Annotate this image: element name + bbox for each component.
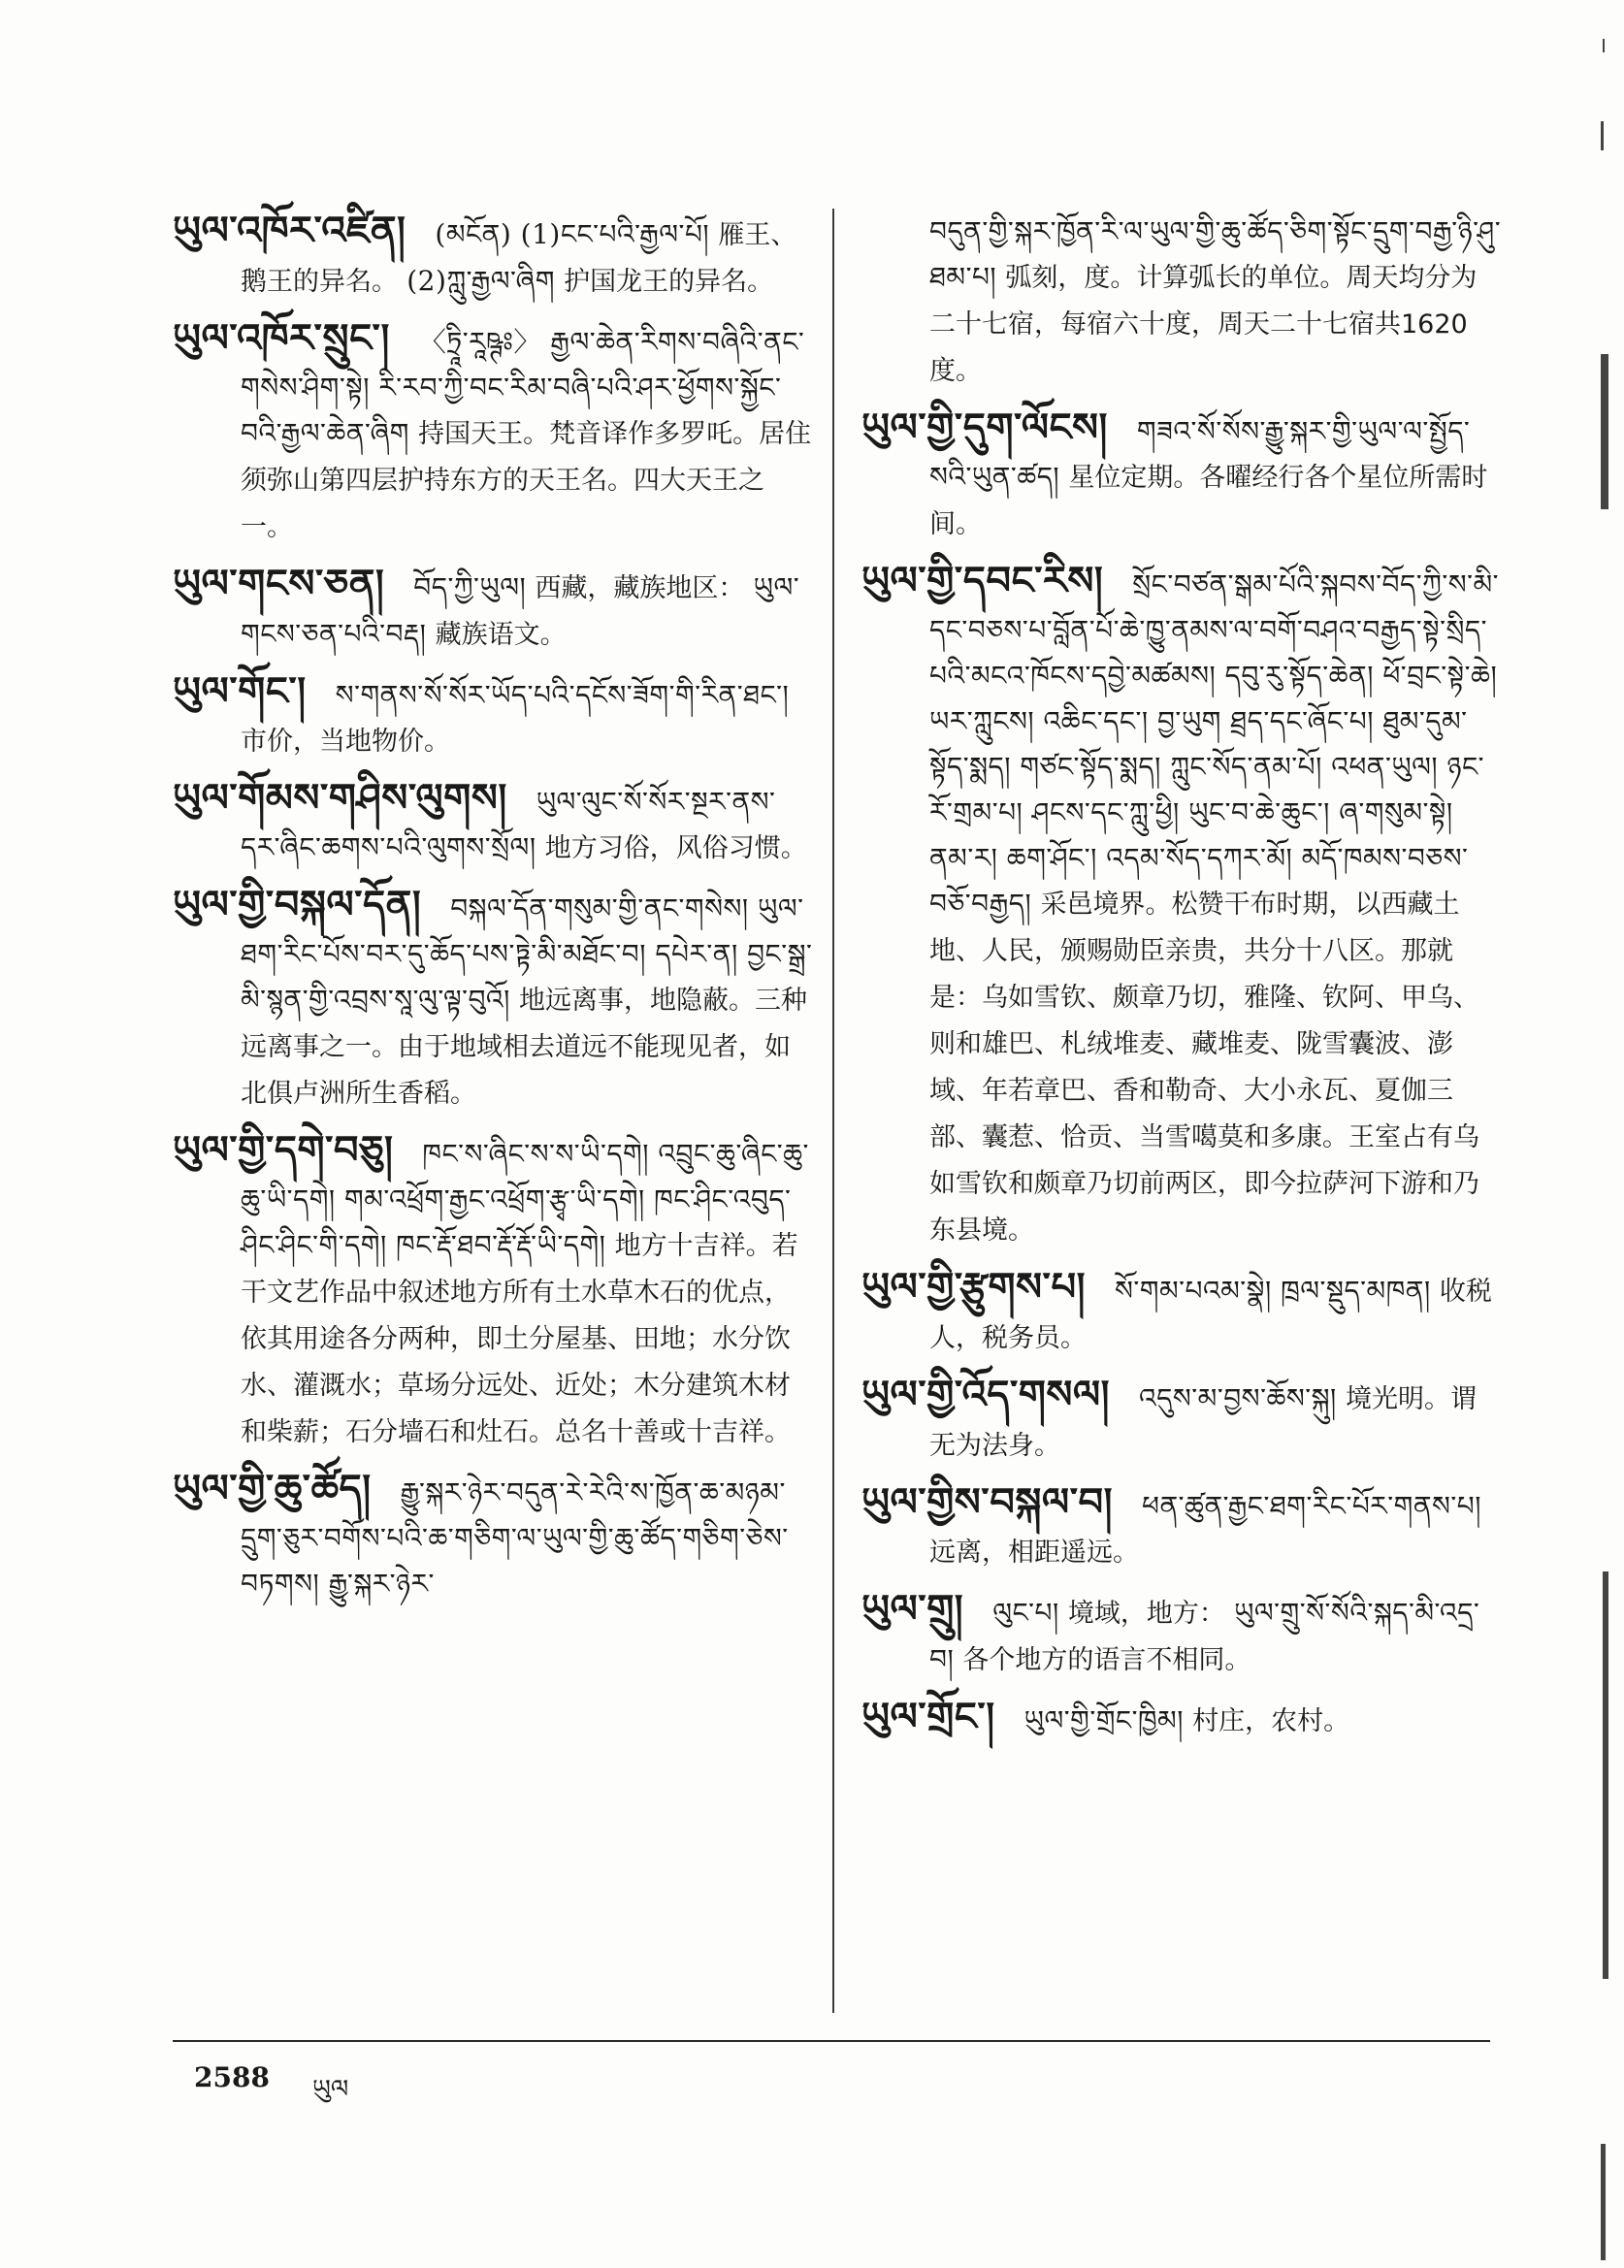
footer-rule: [173, 2040, 1490, 2042]
entry-headword: ཡུལ་གྲོང་།: [861, 1694, 995, 1739]
entry-headword: ཡུལ་གངས་ཅན།: [173, 561, 385, 606]
scan-edge-mark: [1603, 39, 1605, 52]
tibetan-definition: 〈ཏྲཱི་རཱཥྚཿ〉 རྒྱལ་ཆེན་རིགས་བཞིའི་ནང་གསེས་ཤིག་སྟེ། རི་རབ་ཀྱི་བང་རིམ་བཞི་པའི་ཤར་ཕྱོགས་སྐྱོང་བའི་རྒྱལ་ཆེན་ཞིག: [241, 326, 805, 449]
entry-body: [861, 1694, 1502, 1744]
chinese-definition: 地方习俗，风俗习惯。: [544, 833, 807, 863]
scan-edge-mark: [1601, 354, 1608, 509]
tibetan-definition: འདུས་མ་བྱས་ཆོས་སྐུ།: [1139, 1382, 1337, 1414]
entry-body: [173, 208, 813, 305]
dictionary-entry: [173, 1467, 813, 1606]
chinese-definition: 各个地方的语言不相同。: [962, 1645, 1251, 1675]
dictionary-entry: [861, 405, 1502, 547]
chinese-definition: 采邑境界。松赞干布时期，以西藏土地、人民，颁赐勋臣亲贵，共分十八区。那就是：乌如雪钦、颇章乃切，雅隆、钦阿、甲乌、则和雄巴、札绒堆麦、藏堆麦、陇雪囊波、澎域、年若章巴、香和勒奇、大小永瓦、夏伽三部、囊惹、恰贡、当雪噶莫和多康。王室占有乌如雪钦和颇章乃切前两区，即今拉萨河下游和乃东县境。: [929, 890, 1479, 1246]
entry-headword: ཡུལ་གྱི་དུག་ལོངས།: [861, 405, 1108, 450]
column-divider: [832, 209, 834, 2013]
dictionary-entry: [861, 1587, 1502, 1683]
dictionary-entry: [173, 669, 813, 764]
tibetan-definition: ཡུལ་ལུང་སོ་སོར་སྔར་ནས་དར་ཞིང་ཆགས་པའི་ལུགས་སྲོལ།: [241, 786, 776, 863]
entry-headword: ཡུལ་གྲུ།: [861, 1586, 964, 1632]
chinese-definition: 雁王、鹅王的异名。: [241, 220, 797, 297]
chinese-definition: 护国龙王的异名。: [564, 267, 774, 297]
dictionary-entry: [861, 559, 1502, 1253]
dictionary-entry: [861, 1373, 1502, 1469]
entry-headword: ཡུལ་གོམས་གཤིས་ལུགས།: [173, 775, 507, 821]
entry-body: [861, 558, 1502, 1253]
entry-headword: ཡུལ་གྱི་རྩུགས་པ།: [861, 1264, 1086, 1310]
right-column: [861, 209, 1502, 1756]
tibetan-definition: གཟའ་སོ་སོས་རྒྱུ་སྐར་གྱི་ཡུལ་ལ་སྤྱོད་སའི་ཡུན་ཚད།: [929, 415, 1471, 493]
tibetan-definition: ཁང་ས་ཞིང་ས་ས་ཡི་དགེ། འབྲུང་ཆུ་ཞིང་ཆུ་ཆུ་ཡི་དགེ། གམ་འཕྲོག་རྒྱང་འཕྲོག་རྩྭ་ཡི་དགེ། ཁང་ཤིང་འབུད་ཤིང་ཤིང་གི་དགེ། ཁང་རྡོ་ཐབ་རྡོ་རྡོ་ཡི་དགེ།: [241, 1138, 809, 1261]
entry-body: [929, 209, 1502, 394]
tibetan-definition: ལུང་པ།: [992, 1597, 1059, 1629]
dictionary-entry: [173, 1128, 813, 1455]
dictionary-entry: [861, 1480, 1502, 1575]
scan-edge-mark: [1601, 121, 1604, 150]
tibetan-definition: སོ་གམ་པའམ་སྣེ། ཁྲལ་སྡུད་མཁན།: [1114, 1275, 1431, 1307]
entry-body: [861, 1586, 1502, 1683]
tibetan-definition: ཡུལ་གྲུ་སོ་སོའི་སྐད་མི་འདྲ་བ།: [929, 1597, 1480, 1675]
chinese-definition: 村庄，农村。: [1192, 1706, 1350, 1736]
dictionary-entry: [173, 562, 813, 658]
entry-headword: ཡུལ་གོང་།: [173, 668, 307, 714]
entry-body: [173, 1127, 813, 1455]
dictionary-entry: [861, 1265, 1502, 1361]
entry-body: [173, 668, 813, 764]
chinese-definition: 弧刻，度。计算弧长的单位。周天均分为二十七宿，每宿六十度，周天二十七宿共1620度。: [929, 263, 1478, 386]
chinese-definition: 境域，地方：: [1067, 1599, 1225, 1629]
chinese-definition: 持国天王。梵音译作多罗吒。居住须弥山第四层护持东方的天王名。四大天王之一。: [241, 419, 812, 542]
dictionary-entry: [173, 316, 813, 550]
chinese-definition: 地远离事，地隐蔽。三种远离事之一。由于地域相去道远不能现见者，如北俱卢洲所生香稻。: [241, 986, 808, 1109]
dictionary-entry: [173, 776, 813, 871]
entry-headword: ཡུལ་གྱི་བསྐལ་དོན།: [173, 882, 422, 927]
entry-body: [173, 1466, 813, 1606]
scan-edge-mark: [1603, 1571, 1608, 1979]
page-number: 2588: [194, 2061, 270, 2093]
chinese-definition: 境光明。谓无为法身。: [929, 1384, 1477, 1461]
tibetan-definition: རྒྱུ་སྐར་ཉེར་བདུན་རེ་རེའི་ས་ཁྱོན་ཆ་མཉམ་དྲུག་ཅུར་བགོས་པའི་ཆ་གཅིག་ལ་ཡུལ་གྱི་ཆུ་ཚོད་གཅིག་ཅེས་བཏགས། རྒྱུ་སྐར་ཉེར་: [241, 1476, 789, 1600]
chinese-definition: 藏族语文。: [435, 620, 567, 650]
chinese-definition: 星位定期。各曜经行各个星位所需时间。: [929, 463, 1488, 539]
entry-headword: ཡུལ་འཁོར་སྲུང་།: [173, 315, 390, 361]
entry-body: [173, 315, 813, 550]
entry-body: [861, 1372, 1502, 1469]
running-head: ཡུལ: [312, 2075, 349, 2104]
tibetan-definition: ས་གནས་སོ་སོར་ཡོད་པའི་དངོས་ཟོག་གི་རིན་ཐང་།: [335, 679, 790, 711]
tibetan-definition: བདུན་གྱི་སྐར་ཁྱོན་རི་ལ་ཡུལ་གྱི་ཆུ་ཚོད་ཅིག་སྟོང་དྲུག་བརྒྱ་ཉི་ཤུ་ཐམ་པ།: [929, 215, 1502, 293]
entry-headword: ཡུལ་གྱི་དགེ་བཅུ།: [173, 1127, 394, 1173]
entry-body: [173, 775, 813, 871]
tibetan-definition: ཕན་ཚུན་རྒྱང་ཐག་རིང་པོར་གནས་པ།: [1142, 1490, 1481, 1522]
left-column: [173, 209, 813, 1618]
tibetan-definition: བསྐལ་དོན་གསུམ་གྱི་ནང་གསེས། ཡུལ་ཐག་རིང་པོས་བར་དུ་ཆོད་པས་ཏྟེ་མི་མཐོང་བ། དཔེར་ན། བྱང་སྒྲ་མི་སྙན་གྱི་འབྲས་སཱ་ལུ་ལྟ་བུའོ།: [241, 892, 813, 1016]
tibetan-definition: ཡུལ་གངས་ཅན་པའི་བརྡ།: [241, 571, 800, 650]
entry-headword: ཡུལ་འཁོར་འཛིན།: [173, 208, 406, 253]
entry-headword: ཡུལ་གྱི་ཆུ་ཚོད།: [173, 1466, 372, 1511]
tibetan-definition: (མངོན) (1)ངང་པའི་རྒྱལ་པོ།: [435, 218, 710, 250]
entry-headword: ཡུལ་གྱི་དབང་རིས།: [861, 558, 1104, 603]
tibetan-definition: བོད་ཀྱི་ཡུལ།: [413, 571, 527, 603]
tibetan-definition: ཡུལ་གྱི་གྲོང་ཁྱིམ།: [1023, 1704, 1184, 1736]
entry-headword: ཡུལ་གྱིས་བསྐལ་བ།: [861, 1479, 1113, 1525]
chinese-definition: 西藏，藏族地区：: [535, 573, 745, 603]
entry-body: [861, 1479, 1502, 1575]
tibetan-definition: སྲོང་བཙན་སྒམ་པོའི་སྐབས་བོད་ཀྱི་ས་མི་དང་བཅས་པ་བློན་པོ་ཆེ་ཁྱུ་ནམས་ལ་བགོ་བཤའ་བརྒྱད་སྟེ་སྲིད་པའི་མངའ་ཁོངས་དབྱེ་མཚམས། དབུ་རུ་སྟོད་ཆེན། ཕོ་བྲང་སྟེ་ཆེ། ཡར་ཀླུངས། འཆིང་དང་། བྱ་ཡུག ཐྲད་དང་ཞོང་པ། ཐུམ་དུམ་སྟོད་སྨད། གཙང་སྟོད་སྨད། ཀླུང་སོད་ནམ་པོ། འཕན་ཡུལ། ཉང་རོ་གྲམ་པ། ཤངས་དང་ཀླུ་ཕྱི། ཡུང་བ་ཆེ་ཆུང་། ཞ་གསུམ་སྟེ། ནམ་ར། ཆག་ཤོང་། འདམ་སོད་དཀར་མོ། མདོ་ཁམས་བཅས་བཅོ་བརྒྱད།: [929, 568, 1500, 920]
entry-body: [173, 882, 813, 1117]
dictionary-entry: [173, 883, 813, 1117]
scan-edge-mark: [1601, 2144, 1606, 2260]
dictionary-entry: [173, 209, 813, 305]
entry-body: [861, 405, 1502, 547]
chinese-definition: 地方十吉祥。若干文艺作品中叙述地方所有土水草木石的优点，依其用途各分两种，即土分屋基、田地；水分饮水、灌溉水；草场分远处、近处；木分建筑木材和柴薪；石分墙石和灶石。总名十善或十吉祥。: [241, 1231, 798, 1447]
entry-body: [173, 561, 813, 658]
entry-headword: ཡུལ་གྱི་འོད་གསལ།: [861, 1372, 1111, 1417]
chinese-definition: 远离，相距遥远。: [929, 1538, 1139, 1568]
entry-body: [861, 1264, 1502, 1361]
tibetan-definition: (2)ཀླུ་རྒྱལ་ཞིག: [406, 265, 555, 297]
chinese-definition: 市价，当地物价。: [241, 727, 450, 757]
chinese-definition: 收税人，税务员。: [929, 1277, 1492, 1353]
dictionary-entry: [861, 1695, 1502, 1744]
dictionary-entry: [861, 209, 1502, 394]
